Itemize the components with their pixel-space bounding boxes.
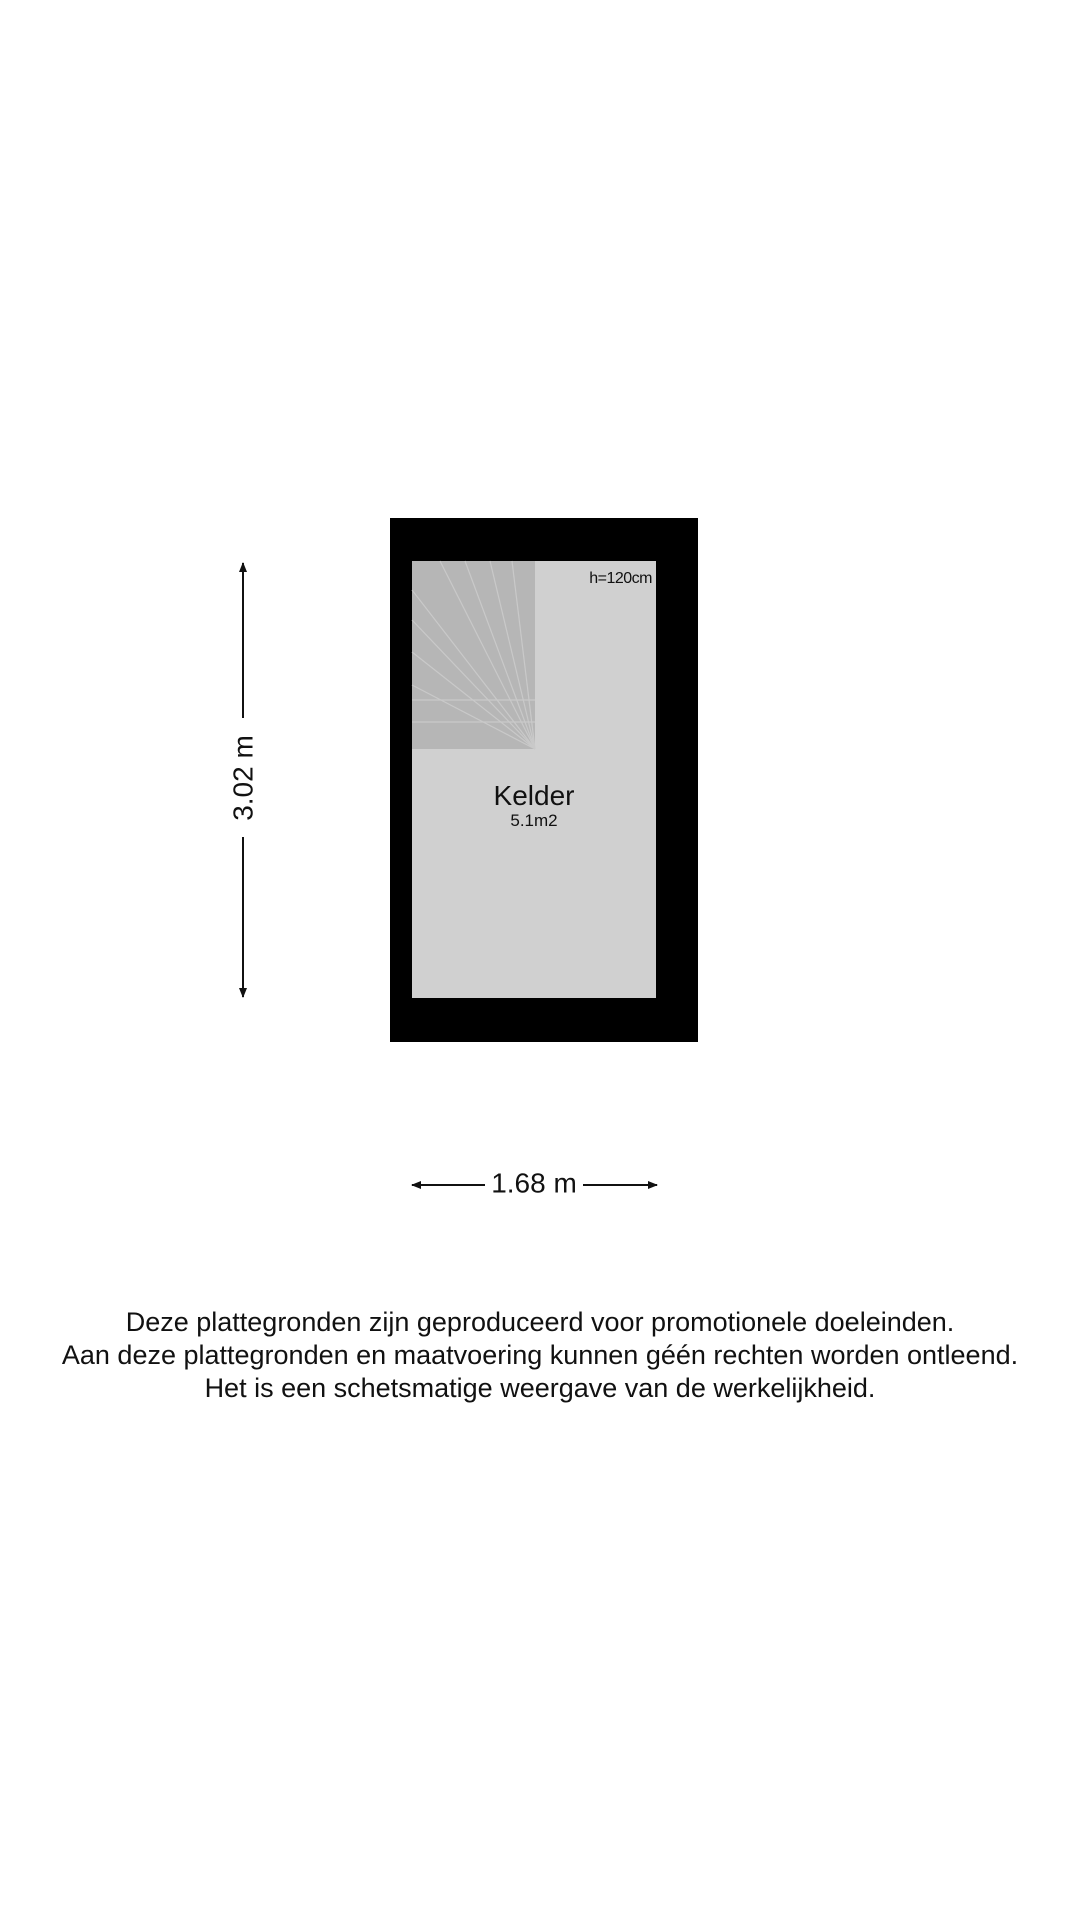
room-area: 5.1m2 xyxy=(510,811,558,830)
staircase xyxy=(412,561,535,749)
disclaimer-line-3: Het is een schetsmatige weergave van de werkelijkheid. xyxy=(204,1373,876,1403)
height-dimension-label: 3.02 m xyxy=(227,735,259,821)
width-dimension xyxy=(412,1167,657,1198)
room-name: Kelder xyxy=(493,780,575,811)
height-dimension xyxy=(227,563,258,997)
ceiling-height-label: h=120cm xyxy=(589,570,652,587)
disclaimer-line-1: Deze plattegronden zijn geproduceerd voor promotionele doeleinden. xyxy=(125,1307,955,1337)
disclaimer-line-2: Aan deze plattegronden en maatvoering kunnen géén rechten worden ontleend. xyxy=(61,1340,1019,1370)
disclaimer xyxy=(0,1306,1080,1405)
width-dimension-label: 1.68 m xyxy=(491,1167,577,1199)
